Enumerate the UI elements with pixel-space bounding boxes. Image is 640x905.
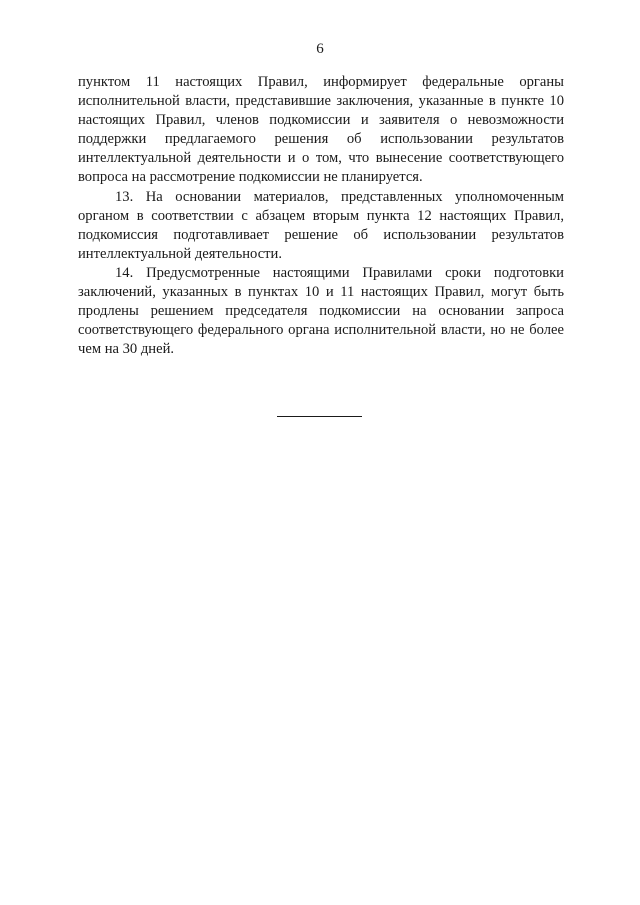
page-number: 6 bbox=[316, 41, 324, 57]
document-body bbox=[78, 73, 564, 359]
paragraph-continuation: пунктом 11 настоящих Правил, информирует федеральные органы исполнительной власти, представившие заключения, указанные в пункте 10 настоящих Правил, членов подкомиссии и заявителя о невозможности поддержки предлагаемого решения об использовании результатов интеллектуальной деятельности и о том, что вынесение соответствующего вопроса на рассмотрение подкомиссии не планируется. bbox=[78, 74, 564, 186]
end-of-text-rule bbox=[277, 416, 362, 417]
paragraph-13: 13. На основании материалов, представленных уполномоченным органом в соответствии с абзацем вторым пункта 12 настоящих Правил, подкомиссия подготавливает решение об использовании результатов интеллектуальной деятельности. bbox=[78, 188, 564, 262]
paragraph-14: 14. Предусмотренные настоящими Правилами сроки подготовки заключений, указанных в пунктах 10 и 11 настоящих Правил, могут быть продлены решением председателя подкомиссии на основании запроса соответствующего федерального органа исполнительной власти, но не более чем на 30 дней. bbox=[78, 264, 564, 358]
